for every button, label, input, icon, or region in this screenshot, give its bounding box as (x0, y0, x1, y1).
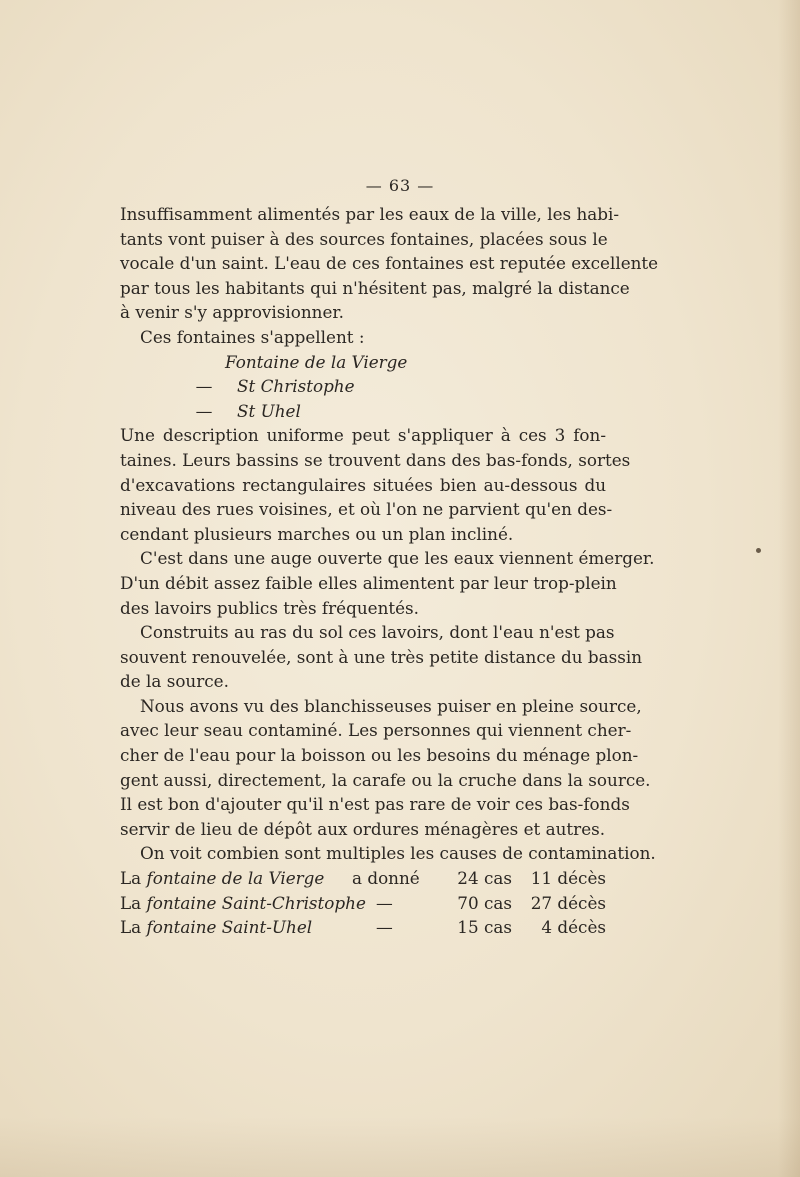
text-line: d'excavations rectangulaires situées bien au-dessous du (120, 474, 606, 495)
text-line: vocale d'un saint. L'eau de ces fontaines est reputée excellente (120, 253, 659, 274)
ink-speck (756, 548, 761, 553)
stat-cases: 15 cas (457, 917, 512, 938)
stat-article: La (120, 917, 142, 938)
text-line: On voit combien sont multiples les causes de contamination. (140, 843, 656, 864)
ditto-dash: — (195, 400, 213, 421)
text-line: C'est dans une auge ouverte que les eaux viennent émerger. (140, 548, 655, 569)
text-line: des lavoirs publics très fréquentés. (120, 597, 419, 618)
fountain-list (120, 350, 606, 424)
paragraph-description (120, 423, 631, 546)
stat-row (120, 866, 606, 891)
paragraph-washhouses (120, 620, 643, 694)
text-line: Insuffisamment alimentés par les eaux de la ville, les habi- (120, 204, 620, 224)
text-line: de la source. (120, 671, 229, 692)
stat-fountain-name: fontaine Saint-Uhel (146, 917, 313, 938)
fountain-statistics (120, 866, 606, 940)
stat-fountain-name: fontaine Saint-Christophe (146, 892, 366, 913)
text-line: niveau des rues voisines, et où l'on ne parvient qu'en des- (120, 499, 613, 520)
stat-deaths: 4 décès (541, 917, 606, 938)
stat-article: La (120, 868, 142, 889)
stat-verb: — (376, 892, 393, 913)
stat-cases: 70 cas (457, 892, 512, 913)
fountain-name: Fontaine de la Vierge (225, 351, 408, 372)
text-line: cher de l'eau pour la boisson ou les besoins du ménage plon- (120, 745, 639, 766)
text-line: souvent renouvelée, sont à une très petite distance du bassin (120, 646, 643, 667)
body-text (120, 202, 659, 940)
text-line: Une description uniforme peut s'appliquer à ces 3 fon- (120, 425, 606, 446)
stat-row (120, 915, 606, 940)
text-line: Ces fontaines s'appellent : (140, 326, 365, 347)
text-line: tants vont puiser à des sources fontaines, placées sous le (120, 228, 608, 249)
fountain-name: St Uhel (237, 400, 301, 421)
text-line: Nous avons vu des blanchisseuses puiser en pleine source, (140, 695, 642, 716)
paragraph-intro (120, 202, 659, 325)
text-line: gent aussi, directement, la carafe ou la cruche dans la source. (120, 769, 651, 790)
text-line: cendant plusieurs marches ou un plan incliné. (120, 523, 514, 544)
stat-article: La (120, 892, 142, 913)
fountain-list-item (120, 374, 606, 399)
paragraph-conclusion (120, 841, 656, 866)
page-number: — 63 — (365, 176, 435, 195)
stat-fountain-name: fontaine de la Vierge (146, 868, 325, 889)
paragraph-fountains-intro (120, 325, 606, 350)
text-line: à venir s'y approvisionner. (120, 302, 344, 323)
ditto-dash: — (195, 376, 213, 397)
paragraph-contamination (120, 694, 651, 842)
text-line: taines. Leurs bassins se trouvent dans des bas-fonds, sortes (120, 449, 631, 470)
stat-row (120, 891, 606, 916)
fountain-list-item (120, 399, 606, 424)
fountain-name: St Christophe (237, 376, 355, 397)
page-bottom-shadow (0, 1117, 800, 1177)
stat-verb: a donné (352, 868, 420, 889)
text-line: Il est bon d'ajouter qu'il n'est pas rare de voir ces bas-fonds (120, 794, 630, 815)
text-line: D'un débit assez faible elles alimentent par leur trop-plein (120, 572, 617, 593)
text-line: Construits au ras du sol ces lavoirs, dont l'eau n'est pas (140, 622, 615, 643)
stat-cases: 24 cas (457, 868, 512, 889)
text-line: avec leur seau contaminé. Les personnes qui viennent cher- (120, 720, 632, 741)
stat-deaths: 27 décès (530, 892, 606, 913)
fountain-list-item (120, 350, 606, 375)
text-line: par tous les habitants qui n'hésitent pas, malgré la distance (120, 277, 630, 298)
paragraph-basin (120, 546, 655, 620)
stat-verb: — (376, 917, 393, 938)
stat-deaths: 11 décès (530, 868, 606, 889)
text-line: servir de lieu de dépôt aux ordures ménagères et autres. (120, 818, 606, 839)
